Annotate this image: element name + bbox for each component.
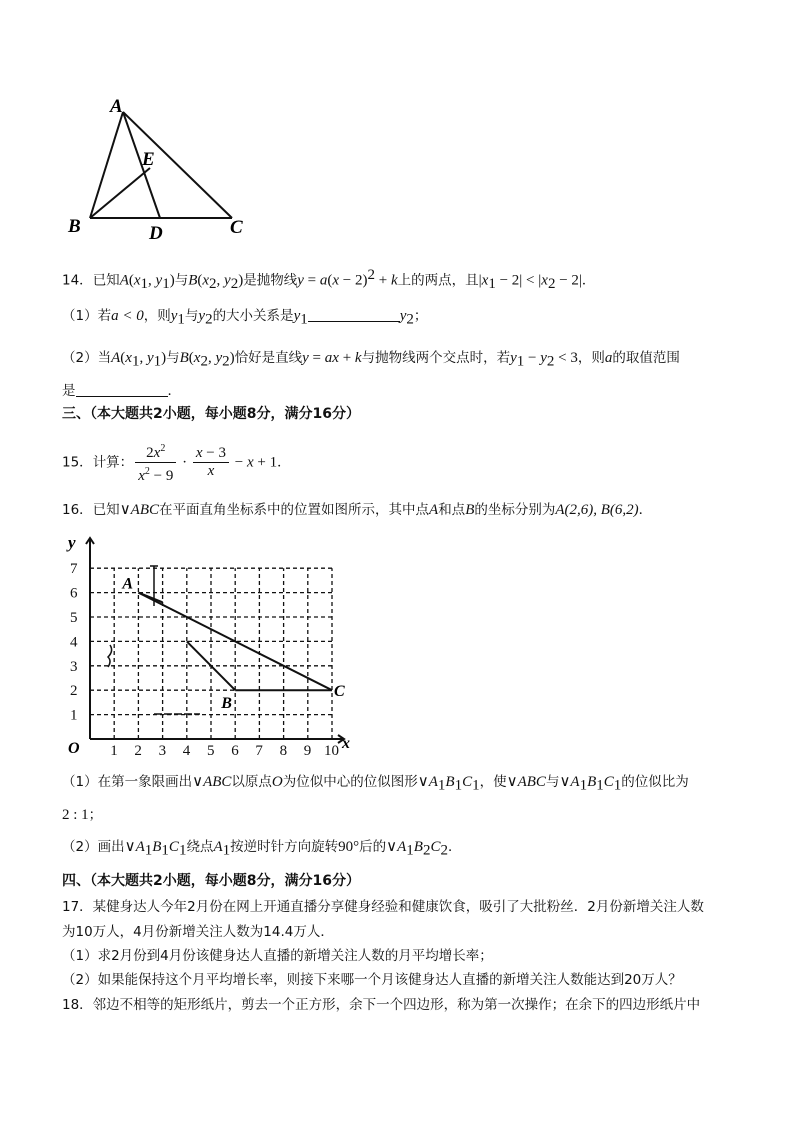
q14-part2: （2）当$A(x_1$, $y_1$)与$B(x_2$, $y_2$)恰好是直线y = ax + k与抛物线两个交点时，若$y_1 - y_2 < 3$，则a的取值范围 [62,350,680,370]
point-label-c: C [334,683,345,701]
x-tick-label: 3 [158,743,167,759]
q16-part1-line2: 2 : 1； [62,807,103,823]
y-tick-label: 5 [70,610,78,626]
point-label-a: A [122,575,134,593]
segment-a-tick [138,593,162,603]
x-tick-label: 10 [324,743,339,759]
q17-line1: 17．某健身达人今年2月份在网上开通直播分享健身经验和健康饮食，吸引了大批粉丝．2月份新增关注人数 [62,899,704,915]
q14-part1: （1）若a < 0，则$y_1$与$y_2$的大小关系是$y_1$ $y_2$； [62,308,428,328]
y-tick-label: 4 [70,634,78,651]
x-tick-label: 7 [255,743,263,759]
triangle-figure [62,92,262,242]
triangle-label-b: B [68,216,81,237]
point-label-b: B [221,695,232,713]
y-tick-label: 2 [70,683,78,700]
q16: 16．已知∨ABC在平面直角坐标系中的位置如图所示，其中点A和点B的坐标分别为A(2,6), B(6,2)． [62,502,653,518]
x-tick-label: 4 [182,743,191,759]
q14-part1-answer-blank[interactable] [308,307,400,322]
triangle-label-a: A [110,96,123,117]
q16-part2: （2）画出$\vee A_1B_1C_1$绕点$A_1$按逆时针方向旋转90°后的$\vee A_1B_2C_2$． [62,839,462,859]
y-tick-label: 3 [70,658,78,675]
x-tick-label: 5 [207,743,215,759]
q17-part2: （2）如果能保持这个月平均增长率，则接下来哪一个月该健身达人直播的新增关注人数能达到20万人？ [62,972,682,988]
q15: 15．计算： $\frac{2x^2}{x^2 - 9}$ · $\frac{x - 3}{x}$ − x + 1． [62,440,291,485]
triangle-label-c: C [230,217,243,238]
y-axis-label: y [68,533,76,552]
q14-part2-line2: 是 ． [62,383,181,399]
x-tick-label: 9 [303,743,312,759]
triangle-label-d: D [149,223,163,242]
section-3-title: 三、（本大题共2小题，每小题8分，满分16分） [62,406,360,422]
x-tick-label: 1 [110,743,118,759]
y-tick-label: 6 [70,585,78,602]
x-axis-label: x [342,735,350,752]
y-tick-label: 7 [70,561,78,578]
triangle-label-e: E [142,149,155,170]
y-tick-label: 1 [70,707,78,724]
x-tick-label: 2 [134,743,142,759]
section-4-title: 四、（本大题共2小题，每小题8分，满分16分） [62,873,360,889]
coordinate-grid-figure [60,530,360,760]
q14-part2-answer-blank[interactable] [76,382,168,397]
origin-label: O [68,740,80,757]
x-tick-label: 6 [231,743,239,759]
q16-part1: （1）在第一象限画出∨ABC以原点O为位似中心的位似图形$\vee A_1B_1C_1$，使∨ABC与$\vee A_1B_1C_1$的位似比为 [62,774,689,794]
q17-part1: （1）求2月份到4月份该健身达人直播的新增关注人数的月平均增长率； [62,948,493,964]
q18-line1: 18．邻边不相等的矩形纸片，剪去一个正方形，余下一个四边形，称为第一次操作；在余下的四边形纸片中 [62,997,701,1013]
q14-line1: 14．已知$A(x_1$, $y_1$)与$B(x_2$, $y_2$)是抛物线$y = a(x - 2)^2 + k$上的两点，且$|x_1 - 2| < |x_2 - 2|$． [62,267,596,293]
x-tick-label: 8 [279,743,288,759]
q17-line2: 为10万人，4月份新增关注人数为14.4万人． [62,924,334,940]
